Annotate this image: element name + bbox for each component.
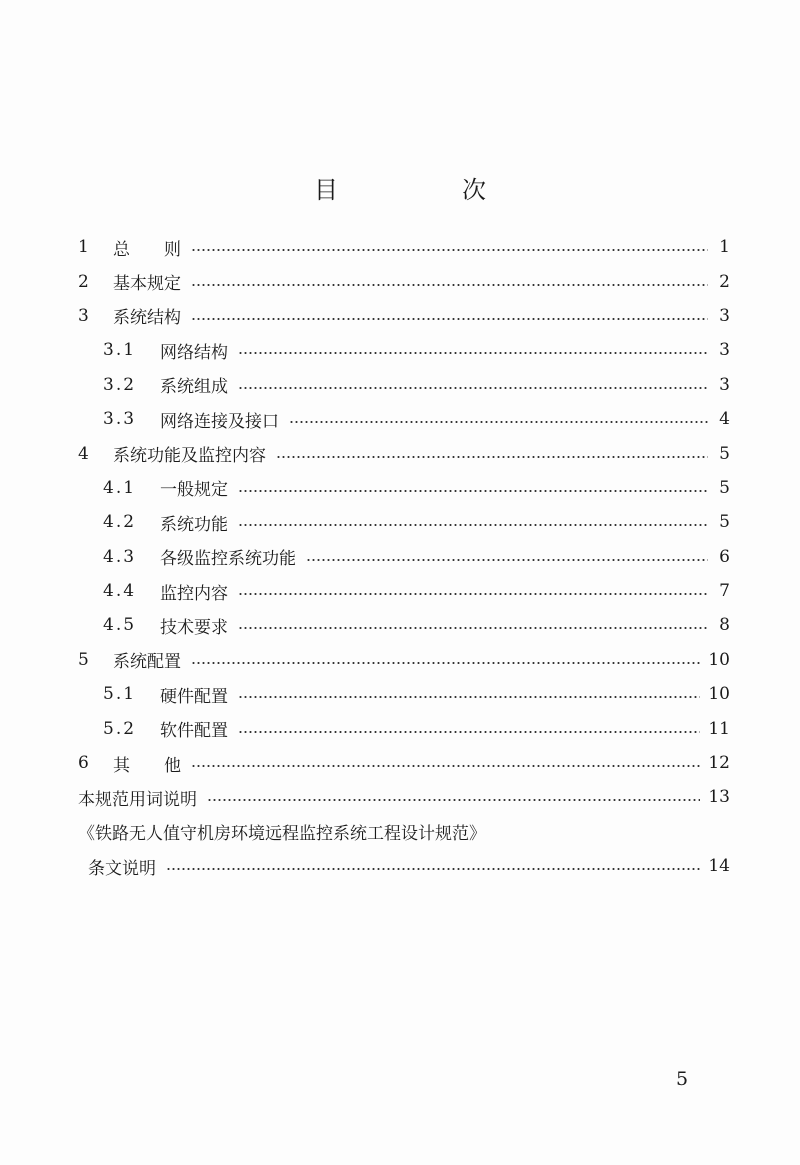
toc-entry-page: 3 — [719, 340, 730, 361]
toc-entry[interactable] — [78, 299, 730, 333]
toc-entry-number: 4.5 — [103, 615, 137, 636]
dot-leader — [191, 248, 708, 252]
toc-entry-number: 4.3 — [103, 546, 137, 567]
dot-leader — [238, 626, 708, 630]
page-title: 目 次 — [314, 176, 536, 204]
toc-entry[interactable] — [78, 436, 730, 470]
toc-entry-page: 3 — [719, 374, 730, 395]
toc-entry-number: 5.2 — [103, 718, 137, 739]
toc-entry-page: 8 — [719, 615, 730, 636]
toc-entry-page: 10 — [708, 649, 730, 670]
toc-entry[interactable] — [78, 230, 730, 264]
toc-entry[interactable] — [78, 505, 730, 539]
toc-entry-title: 监控内容 — [160, 583, 228, 604]
dot-leader — [207, 798, 700, 802]
toc-entry-page: 3 — [719, 305, 730, 326]
toc-entry[interactable] — [78, 608, 730, 642]
toc-entry-number: 3 — [78, 305, 89, 326]
toc-entry-title: 总 则 — [113, 239, 181, 260]
toc-entry-page: 2 — [719, 271, 730, 292]
toc-entry-page: 13 — [708, 787, 730, 808]
toc-entry-number: 3.3 — [103, 409, 137, 430]
toc-entry[interactable] — [78, 540, 730, 574]
toc-entry-number: 2 — [78, 271, 89, 292]
toc-entry-page: 7 — [719, 581, 730, 602]
dot-leader — [238, 730, 700, 734]
toc-entry[interactable] — [78, 574, 730, 608]
toc-entry-title: 系统组成 — [160, 377, 228, 398]
dot-leader — [238, 592, 708, 596]
toc-entry[interactable] — [78, 746, 730, 780]
toc-entry-title: 软件配置 — [160, 721, 228, 742]
toc-entry-number: 3.1 — [103, 340, 137, 361]
toc-entry[interactable] — [78, 849, 730, 883]
toc-entry-title: 条文说明 — [88, 858, 156, 879]
toc-entry[interactable] — [78, 815, 730, 849]
toc-entry-title: 一般规定 — [160, 480, 228, 501]
toc-entry[interactable] — [78, 643, 730, 677]
toc-entry-page: 5 — [719, 443, 730, 464]
toc-entry-number: 4.1 — [103, 477, 137, 498]
page-number: 5 — [676, 1068, 689, 1090]
toc-entry[interactable] — [78, 333, 730, 367]
toc-entry-page: 6 — [719, 546, 730, 567]
dot-leader — [191, 317, 708, 321]
toc-entry-title: 系统功能 — [160, 514, 228, 535]
toc-entry[interactable] — [78, 780, 730, 814]
toc-entry[interactable] — [78, 677, 730, 711]
toc-entry-title: 基本规定 — [113, 274, 181, 295]
dot-leader — [191, 661, 700, 665]
toc-entry-number: 4.4 — [103, 581, 137, 602]
toc-entry[interactable] — [78, 264, 730, 298]
toc-entry-page: 4 — [719, 409, 730, 430]
toc-entry-title: 网络连接及接口 — [160, 411, 279, 432]
toc-entry-page: 11 — [708, 718, 730, 739]
toc-entry-title: 系统功能及监控内容 — [113, 446, 266, 467]
toc-entry-number: 5 — [78, 649, 89, 670]
dot-leader — [166, 867, 700, 871]
dot-leader — [191, 283, 708, 287]
toc-entry[interactable] — [78, 402, 730, 436]
toc-entry-page: 10 — [708, 684, 730, 705]
dot-leader — [238, 351, 708, 355]
dot-leader — [289, 420, 708, 424]
toc-entry-title: 各级监控系统功能 — [160, 549, 296, 570]
toc-entry-title: 技术要求 — [160, 617, 228, 638]
toc-entry-title: 其 他 — [113, 755, 181, 776]
toc-entry[interactable] — [78, 368, 730, 402]
dot-leader — [306, 558, 708, 562]
toc-entry-number: 4 — [78, 443, 89, 464]
toc-entry-number: 1 — [78, 237, 89, 258]
toc-entry-number: 3.2 — [103, 374, 137, 395]
dot-leader — [276, 455, 708, 459]
toc-entry-page: 12 — [708, 753, 730, 774]
toc-entry-title: 硬件配置 — [160, 686, 228, 707]
dot-leader — [238, 523, 708, 527]
toc-entry[interactable] — [78, 471, 730, 505]
toc-entry[interactable] — [78, 711, 730, 745]
toc-entry-title: 系统配置 — [113, 652, 181, 673]
dot-leader — [238, 386, 708, 390]
toc-entry-title: 《铁路无人值守机房环境远程监控系统工程设计规范》 — [78, 824, 486, 845]
toc-entry-number: 4.2 — [103, 512, 137, 533]
toc-entry-page: 5 — [719, 477, 730, 498]
toc-entry-page: 14 — [708, 856, 730, 877]
toc-entry-page: 1 — [719, 237, 730, 258]
toc-entry-title: 本规范用词说明 — [78, 789, 197, 810]
dot-leader — [238, 695, 700, 699]
dot-leader — [238, 489, 708, 493]
toc-entry-number: 6 — [78, 753, 89, 774]
dot-leader — [191, 764, 700, 768]
table-of-contents — [78, 230, 730, 883]
toc-entry-page: 5 — [719, 512, 730, 533]
toc-entry-number: 5.1 — [103, 684, 137, 705]
toc-entry-title: 网络结构 — [160, 342, 228, 363]
toc-entry-title: 系统结构 — [113, 308, 181, 329]
